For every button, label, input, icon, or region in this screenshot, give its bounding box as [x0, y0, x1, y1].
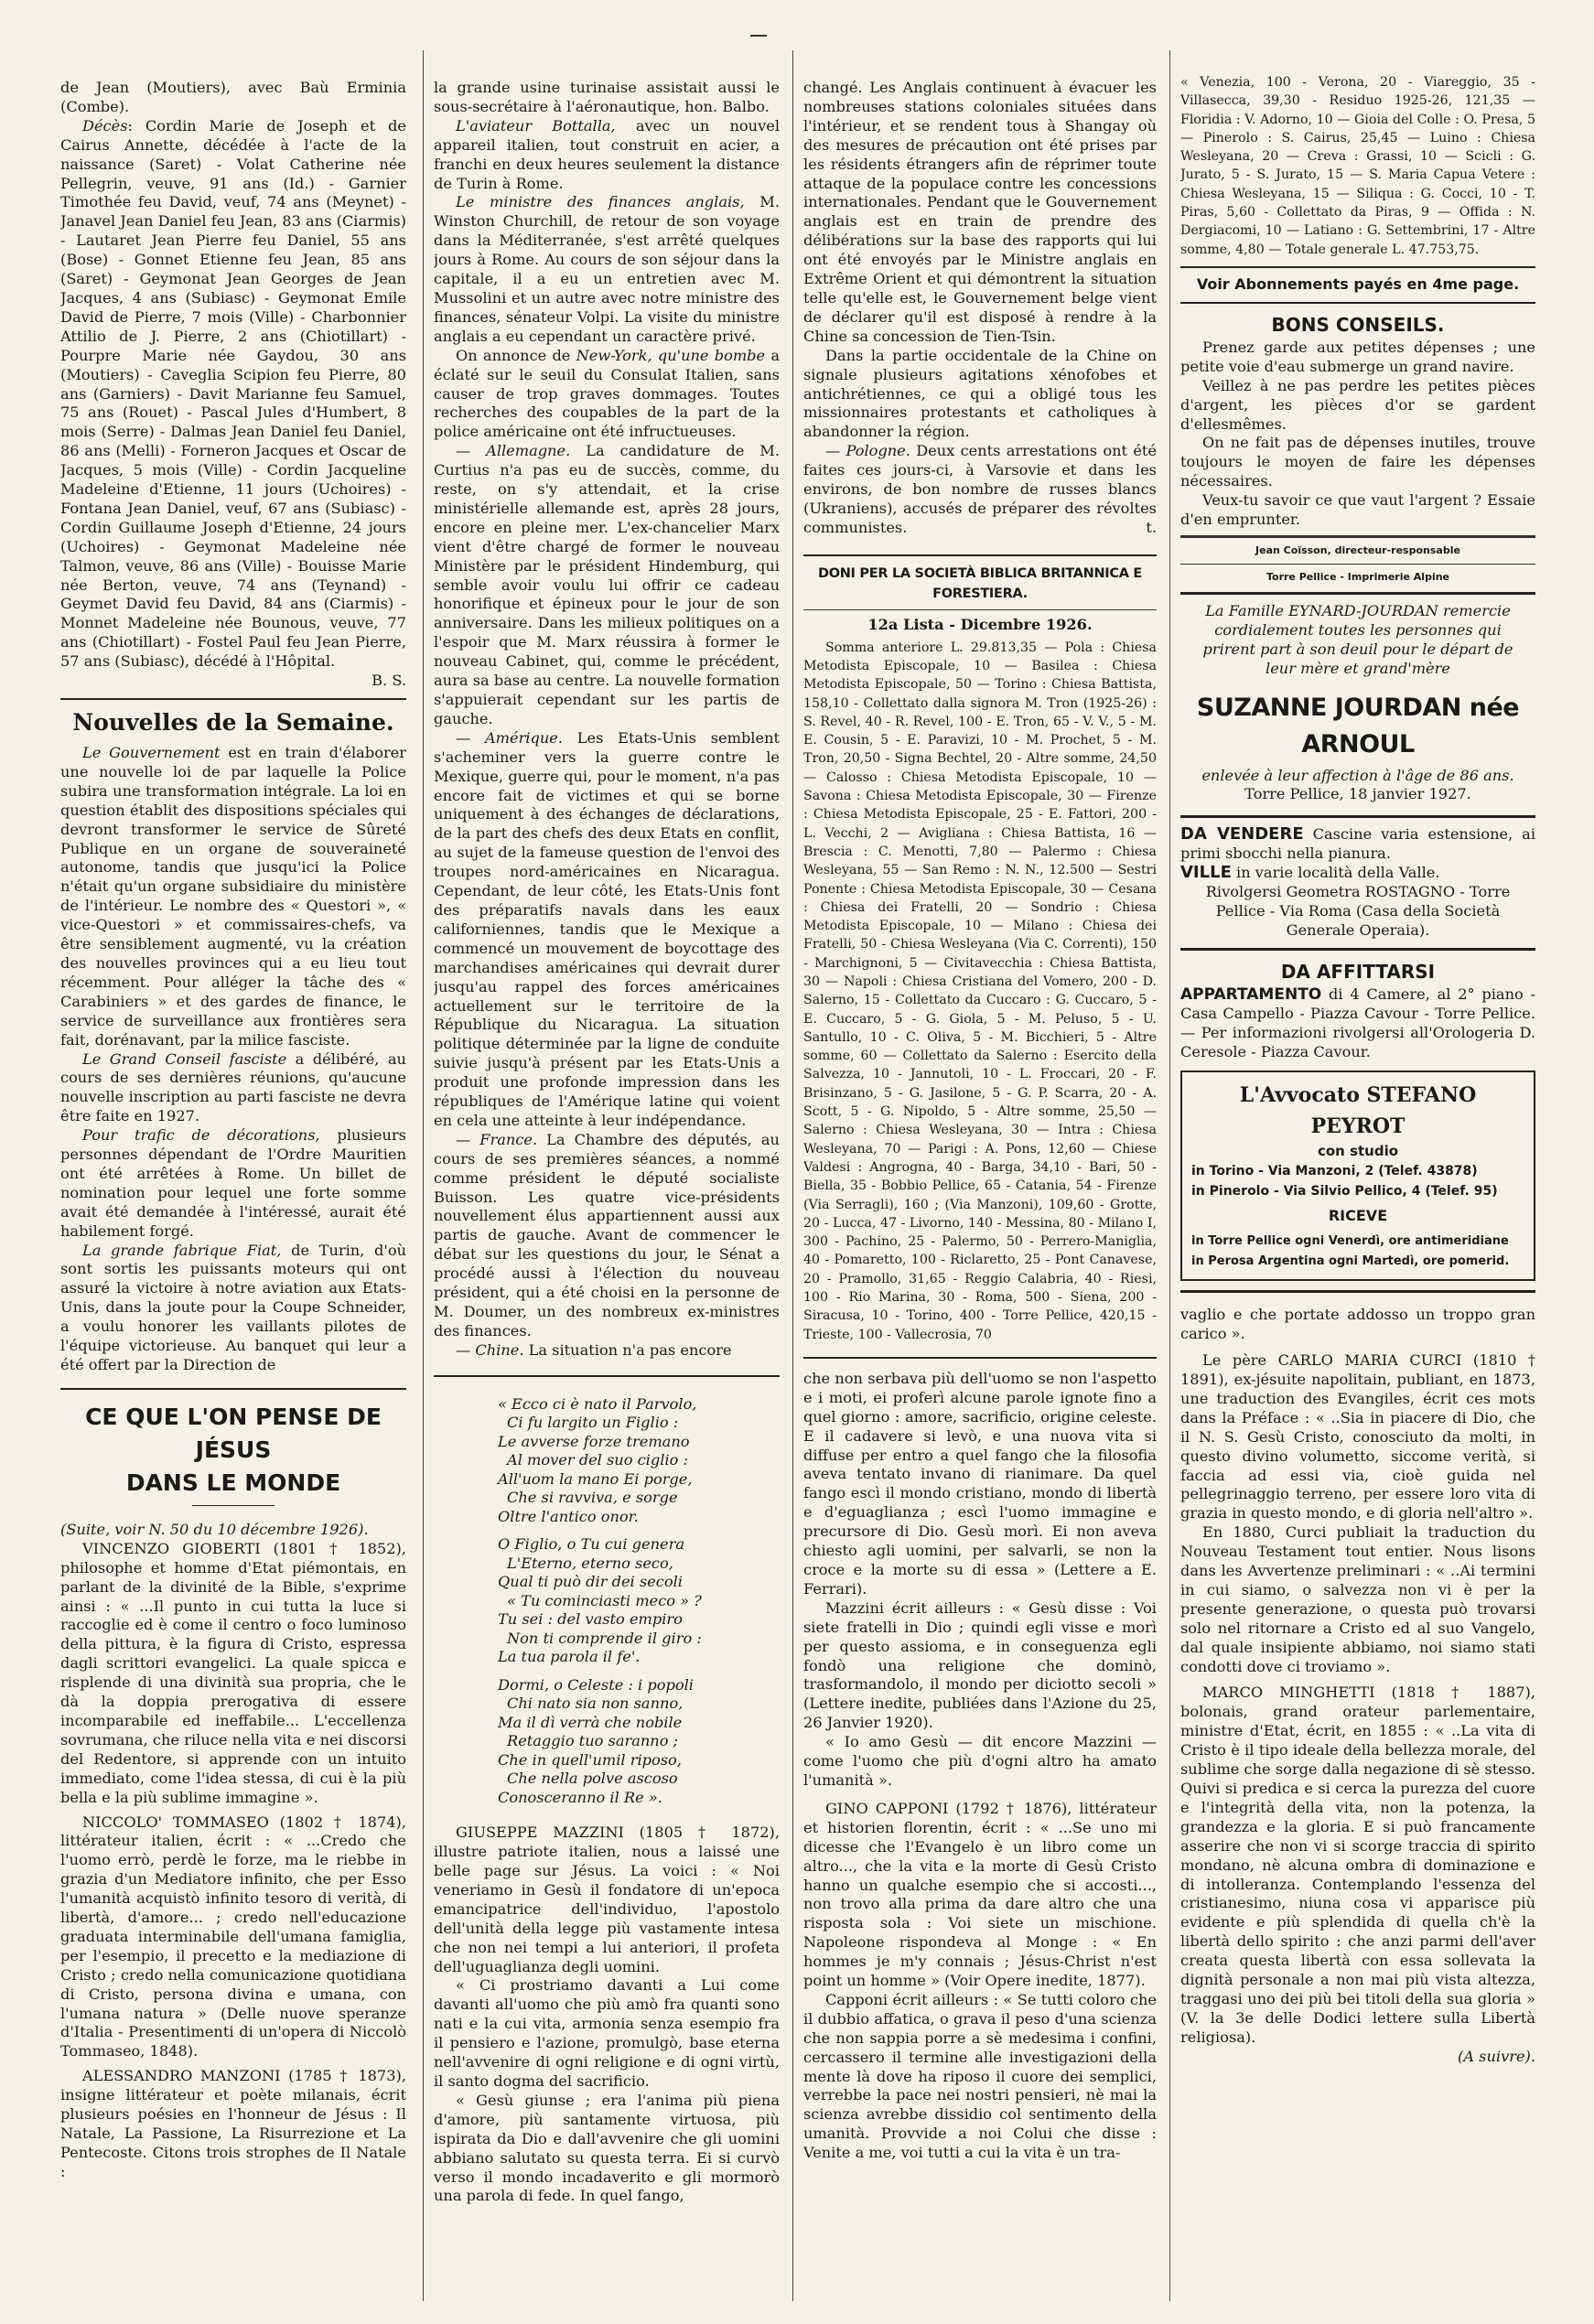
divider [60, 1388, 406, 1390]
vendere-contact: Rivolgersi Geometra ROSTAGNO - Torre Pellice - Via Roma (Casa della Società Generale Operaia). [1205, 883, 1511, 939]
conseils-title: BONS CONSEILS. [1271, 313, 1445, 336]
minghetti-text: MARCO MINGHETTI (1818 † 1887), bolonais, grand orateur parlementaire, ministre d'Etat, écrit, en 1855 : « ..La vita di Cristo è il tipo ideale della bellezza morale, del sublime che sorge dalla negazione di sè stesso. Quivi si predica e si cerca la purezza del cuore e l'integrità della vita, non la potenza, la grandezza e la gloria. E si può francamente asserire che non vi si scorge traccia di spirito mondano, nè alcuna ombra di dominazione e di intolleranza. Contemplando l'essenza del cristianesimo, niuna cosa vi apparisce più evidente e più splendida di quella ch'è la libertà dello spirito : che anzi parmi dell'aver creata questa libertà con essa sollevata la dignità personale a non mai più vista altezza, traggasi uno dei più bei titoli della sua gloria » (V. la 3e delle Dodici lettere sulla Libertà religiosa). [1180, 1684, 1535, 2046]
poem-line: La tua parola il fe'. [498, 1648, 641, 1666]
famille-text-2: enlevée à leur affection à l'âge de 86 ans. [1201, 766, 1514, 784]
divider [1180, 948, 1535, 951]
divider [803, 1357, 1157, 1359]
poem-line: Ci fu largito un Figlio : [507, 1414, 679, 1432]
column-4 [1180, 73, 1535, 2311]
conseils-1: Prenez garde aux petites dépenses ; une petite voie d'eau submerge un grand navire. [1180, 338, 1535, 375]
divider [1180, 302, 1535, 304]
famille-text: La Famille EYNARD-JOURDAN remercie cordialement toutes les personnes qui prirent part à son deuil pour le départ de leur mère et grand'mère [1202, 601, 1513, 677]
mazzini-text: GIUSEPPE MAZZINI (1805 † 1872), illustre patriote italien, nous a laissé une belle page sur Jésus. La voici : « Noi veneriamo in Gesù il fondatore di un'epoca emancipatrice dell'individuo, l'apostolo dell'unità della legge più vastamente intesa che non nei tempi a lui anteriori, il profeta dell'uguaglianza degli uomini. [434, 1824, 780, 1975]
capponi-cont: vaglio e che portate addosso un troppo gran carico ». [1180, 1306, 1535, 1343]
bottalla: L'aviateur Bottalla, avec un nouvel appareil italien, tout construit en acier, a franchi en deux heures seulement la distance de Turin à Rome. [434, 116, 780, 192]
col3-mazzini-ailleurs: Mazzini écrit ailleurs : « Gesù disse : Voi siete fratelli in Dio ; quindi egli visse e morì per questo assioma, e in conseguenza egli fondò una religione che dominò, trasformandolo, il mondo per diciotto secoli » (Lettere inedite, publiées dans l'Azione du 25, 26 Janvier 1920). [803, 1598, 1157, 1732]
divider [1180, 1290, 1535, 1293]
doni-list-cont: « Venezia, 100 - Verona, 20 - Viareggio, 35 - Villasecca, 39,30 - Residuo 1925-26, 121,35 — Floridia : V. Adorno, 10 — Gioia del Colle : O. Presa, 5 — Pinerolo : S. Cairus, 25,45 — Luino : Chiesa Wesleyana, 20 — Creva : Grassi, 10 — Scicli : G. Jurato, 5 - S. Jurato, 15 — S. Maria Capua Vetere : Chiesa Wesleyana, 15 — Siliqua : G. Cocci, 10 - T. Piras, 5,60 - Collettato da Piras, 9 — Offida : N. Dergiacomi, 10 — Latiano : G. Settembrini, 17 - Altre somme, 4,80 — Totale generale L. 47.753,75. [1180, 75, 1535, 257]
poem-line: L'Eterno, eterno seco, [507, 1554, 673, 1572]
allemagne: — Allemagne. La candidature de M. Curtius n'a pas eu de succès, comme, du reste, on s'y attendait, et la crise ministérielle allemande est, après 28 jours, encore en pleine mer. L'ex-chancelier Marx vient d'être chargé de former le nouveau Ministère par le président Hindemburg, qui semble avoir voulu lui offrir ce cadeau honorifique et épineux pour le jour de son anniversaire. Dans les milieux politiques on a l'espoir que M. Marx réussira à former le nouveau Cabinet, qui, comme le précédent, aura sa base au centre. La nouvelle formation s'appuierait cependant sur les partis de gauche. [434, 442, 780, 727]
page-top-mark [750, 35, 767, 37]
jesus-title-1: CE QUE L'ON PENSE DE JÉSUS [85, 1403, 382, 1463]
avvocato-title: L'Avvocato STEFANO PEYROT [1239, 1083, 1477, 1139]
conseils-3: On ne fait pas de dépenses inutiles, trouve toujours le moyen de faire les dépenses nécessaires. [1180, 434, 1535, 490]
column-rule [792, 50, 793, 2301]
director-line: Jean Coïsson, directeur-responsable [1255, 543, 1460, 556]
jesus-title-2: DANS LE MONDE [125, 1469, 341, 1496]
abonnements-note: Voir Abonnements payés en 4me page. [1196, 274, 1520, 293]
col3-top-2: Dans la partie occidentale de la Chine on signale plusieurs agitations xénofobes et antichrétiennes, ce qui a obligé tous les missionnaires protestants et catholiques à abandonner la région. [803, 346, 1157, 441]
poem-line: All'uom la mano Ei porge, [498, 1469, 693, 1488]
conseils-2: Veillez à ne pas perdre les petites pièces d'argent, les pièces d'or se gardent d'ellesmêmes. [1180, 376, 1535, 433]
column-1 [60, 79, 406, 2311]
deaths-intro: de Jean (Moutiers), avec Baù Erminia (Combe). [60, 79, 406, 115]
poem-line: Al mover del suo ciglio : [507, 1451, 688, 1469]
affittarsi-title: DA AFFITTARSI [1280, 960, 1436, 983]
nouvelles-p3: Pour trafic de décorations, plusieurs personnes dépendant de l'Ordre Mauritien ont été arrêtées à Rome. Un billet de nomination pour lequel une forte somme avait été demandée à l'intéressé, aurait été habilement forgé. [60, 1126, 406, 1240]
doni-title: DONI PER LA SOCIETÀ BIBLICA BRITANNICA E FORESTIERA. [817, 565, 1143, 601]
poem-line: Retaggio tuo saranno ; [507, 1732, 679, 1750]
col3-mazzini-amo: « Io amo Gesù — dit encore Mazzini — come l'uomo che più d'ogni altro ha amato l'umanità ». [803, 1733, 1157, 1789]
capponi-text-2: Capponi écrit ailleurs : « Se tutti coloro che il dubbio affatica, o grava il peso d'una scienza che non sappia porre a sè medesima i confini, cercassero il termine alle investigazioni della mente là dove ha riposo il cuore dei semplici, verrebbe la pace nei nostri pensieri, nè mai la scienza avrebbe dissidio col sentimento della umanità. Provvide a noi Colui che disse : Venite a me, voi tutti a cui la vita è un tra- [803, 1990, 1157, 2162]
poem-line: « Ecco ci è nato il Parvolo, [498, 1394, 697, 1413]
deaths-signature: B. S. [372, 672, 406, 690]
divider [1180, 815, 1535, 818]
poem-stanza-3 [498, 1676, 780, 1808]
poem-line: Ma il dì verrà che nobile [498, 1713, 683, 1731]
tommaseo-text: NICCOLO' TOMMASEO (1802 † 1874), littérateur italien, écrit : « ...Credo che l'uomo errò, perdè le forze, ma le riebbe in grazia d'un Mediatore infinito, che per Esso l'umanità acquistò infinito tesoro di verità, di libertà, d'amore... ; credo nell'educazione graduata interminabile dell'umana famiglia, per l'esempio, il precetto e la mediazione di Cristo ; credo nella comunicazione quotidiana di Cristo, persona divina e umana, con l'umana natura » (Delle nuove speranze d'Italia - Presentimenti di un'opera di Niccolò Tommaseo, 1848). [60, 1813, 406, 2060]
divider [60, 698, 406, 700]
jesus-suite: (Suite, voir N. 50 du 10 décembre 1926). [60, 1520, 369, 1538]
deaths-label: Décès [82, 116, 128, 134]
ministre: Le ministre des finances anglais, M. Winston Churchill, de retour de son voyage dans la Méditerranée, s'est arrêté quelques jours à Rome. Au cours de son séjour dans la capitale, il a eu un entretien avec M. Mussolini et un autre avec notre ministre des finances, sénateur Volpi. La visite du ministre anglais a eu cependant un caractère privé. [434, 193, 780, 345]
avvocato-pinerolo: in Pinerolo - Via Silvio Pellico, 4 (Telef. 95) [1191, 1184, 1498, 1200]
poem-stanza-2 [498, 1535, 780, 1667]
france: — France. La Chambre des députés, au cours de ses premières séances, a nommé comme président le député socialiste Buisson. Les quatre vice-présidents nouvellement élus appartiennent aussi aux partis de gauche. Avant de commencer le débat sur les questions du jour, le Sénat a procédé aussi à l'élection du nouveau président, qui a été choisi en la personne de M. Doumer, un des nombreux ex-ministres des finances. [434, 1130, 780, 1340]
doni-subtitle: 12a Lista - Dicembre 1926. [867, 615, 1093, 633]
curci-text: Le père CARLO MARIA CURCI (1810 † 1891), ex-jésuite napolitain, publiant, en 1873, une traduction des Evangiles, écrit ces mots dans la Préface : « ..Sia in piacere di Dio, che il N. S. Gesù Cristo, conosciuto da molti, in questo divino volumetto, siccome verità, si faccia ad essi via, cioè guida nel pellegrinaggio terreno, per essere loro vita di grazia in questo mondo, e di gloria nell'altro ». [1180, 1351, 1535, 1522]
divider [1180, 535, 1535, 538]
vendere-ad: DA VENDERE Cascine varia estensione, ai primi sbocchi nella pianura. VILLE in varie località della Valle. [1180, 824, 1535, 883]
column-3 [803, 79, 1157, 2311]
avvocato-torre: in Torre Pellice ogni Venerdì, ore antimeridiane [1191, 1234, 1509, 1249]
divider [1180, 266, 1535, 268]
avvocato-perosa: in Perosa Argentina ogni Martedì, ore pomerid. [1191, 1254, 1510, 1269]
capponi-text: GINO CAPPONI (1792 † 1876), littérateur et historien florentin, écrit : « ...Se uno mi dicesse che l'Evangelo è un libro come un altro..., che la vita e la morte di Gesù Cristo hanno un qualche esempio che si accosti..., non trovo alla prima da dare altro che una risposta sola : Voi siete un mischione. Napoleone rispondeva al Monge : « En hommes je m'y connais ; Jésus-Christ n'est point un homme » (Voir Opere inedite, 1877). [803, 1799, 1157, 1990]
manzoni-text: ALESSANDRO MANZONI (1785 † 1873), insigne littérateur et poète milanais, écrit plusieurs poésies en l'honneur de Jésus : Il Natale, La Passione, La Risurrezione et La Pentecoste. Citons trois strophes de Il Natale : [60, 2067, 406, 2180]
divider [434, 1375, 780, 1377]
divider [803, 609, 1157, 610]
title-underline [192, 1505, 275, 1506]
mazzini-text-2: « Ci prostriamo davanti a Lui come davanti all'uomo che più amò fra quanti sono nati e la cui vita, armonia senza esempio fra il pensiero e l'azione, promulgò, base eterna nell'avvenire di ogni religione e di ogni virtù, il santo dogma del sacrificio. [434, 1976, 780, 2090]
column-rule [423, 50, 424, 2301]
poem-stanza-1 [498, 1395, 780, 1527]
poem-line: Non ti comprende il giro : [507, 1629, 702, 1647]
poem-line: « Tu cominciasti meco » ? [507, 1591, 702, 1609]
printer-line: Torre Pellice - Imprimerie Alpine [1266, 570, 1450, 583]
avvocato-studio: con studio [1317, 1143, 1399, 1160]
divider [1180, 592, 1535, 595]
chine: — Chine. La situation n'a pas encore [456, 1340, 732, 1359]
a-suivre: (A suivre). [1458, 2047, 1535, 2065]
avvocato-riceve: RICEVE [1328, 1207, 1388, 1225]
divider [803, 554, 1157, 556]
poem-line: Che in quell'umil riposo, [498, 1750, 682, 1769]
nouvelles-p1: Le Gouvernement est en train d'élaborer une nouvelle loi de par laquelle la Police subira une transformation intégrale. La loi en question établit des dispositions spéciales qui devront transformer le service de Sûreté Publique en un organe de souveraineté autonome, tandis que jusqu'ici la Police n'était qu'un organe subsidiaire du ministère de l'intérieur. Le nombre des « Questori », « vice-Questori » et commissaires-chefs, va être sensiblement augmenté, vu la création des nouvelles provinces qui a eu lieu tout récemment. Pour alléger la tâche des « Carabiniers » et des gardes de finance, le service de surveillance aux frontières sera fait, dorénavant, par la milice fasciste. [60, 744, 406, 1049]
pologne: — Pologne. Deux cents arrestations ont été faites ces jours-ci, à Varsovie et dans les environs, de bon nombre de russes blancs (Ukraniens), accusés de préparer des révoltes communistes. t. [803, 442, 1157, 536]
deaths-list: Décès: Cordin Marie de Joseph et de Cairus Annette, décédée à l'acte de la naissance (Saret) - Volat Catherine née Pellegrin, veuve, 91 ans (Id.) - Garnier Timothée feu David, veuf, 74 ans (Meynet) - Janavel Jean Daniel feu Jean, 83 ans (Ciarmis) - Lautaret Jean Pierre feu Daniel, 55 ans (Bose) - Gonnet Etienne feu Jean, 85 ans (Saret) - Geymonat Jean Georges de Jean Jacques, 4 ans (Subiasc) - Geymonat Emile David de Pierre, 7 mois (Ville) - Charbonnier Attilio de J. Pierre, 2 ans (Chiotillart) - Pourpre Marie née Gaydou, 30 ans (Moutiers) - Caveglia Scipion feu Pierre, 80 ans (Garniers) - Davit Marianne feu Samuel, 75 ans (Rouet) - Pascal Jules d'Humbert, 8 mois (Serre) - Dalmas Jean Daniel feu Daniel, 86 ans (Melli) - Forneron Jacques et Oscar de Jacques, 5 mois (Ville) - Cordin Jacqueline Madeleine d'Etienne, 11 jours (Uchoires) - Fontana Jean Daniel, veuf, 67 ans (Subiasc) - Cordin Guillaume Joseph d'Etienne, 24 jours (Uchoires) - Geymonat Madeleine née Talmon, veuve, 86 ans (Ville) - Bouisse Marie née Berton, veuve, 74 ans (Teynand) - Geymet David feu David, 84 ans (Ciarmis) - Monnet Madeleine née Bounous, veuve, 77 ans (Chiotillart) - Fostel Paul feu Jean Pierre, 57 ans (Subiasc), décédé à l'Hôpital. [60, 116, 406, 671]
avvocato-torino: in Torino - Via Manzoni, 2 (Telef. 43878) [1191, 1164, 1478, 1179]
poem-line: Chi nato sia non sanno, [507, 1695, 684, 1713]
nouvelles-title: Nouvelles de la Semaine. [72, 709, 394, 736]
mazzini-text-3: « Gesù giunse ; era l'anima più piena d'amore, più santamente virtuosa, più ispirata da Dio e dall'avvenire che gli uomini abbiano salutato su questa terra. Ei si curvò verso il mondo incadaverito e gli mormorò una parola di fede. In quel fango, [434, 2091, 780, 2205]
affittarsi-ad: APPARTAMENTO di 4 Camere, al 2° piano - Casa Campello - Piazza Cavour - Torre Pellice. — Per informazioni rivolgersi all'Orologeria D. Ceresole - Piazza Cavour. [1180, 984, 1535, 1060]
nouvelles-p4: La grande fabrique Fiat, de Turin, d'où sont sortis les puissants moteurs qui ont assuré la victoire à notre aviation aux Etats-Unis, dans la joute pour la Coupe Schneider, a voulu honorer les vaillants pilotes de l'équipe victorieuse. Au banquet qui leur a été offert par la Direction de [60, 1241, 406, 1373]
col2-top: la grande usine turinaise assistait aussi le sous-secrétaire à l'aéronautique, hon. Balbo. [434, 79, 780, 115]
avvocato-box [1180, 1071, 1535, 1281]
poem-line: Le avverse forze tremano [498, 1432, 690, 1450]
famille-name: SUZANNE JOURDAN née ARNOUL [1196, 693, 1520, 759]
col3-mazzini-cont: che non serbava più dell'uomo se non l'aspetto e i moti, ei proferì alcune parole ignote fino a quel giorno : amore, sacrificio, origine celeste. E il cadavere si levò, e una nuova vita si diffuse per entro a quel fango che la filosofia aveva tentato invano di rianimare. Da quel fango escì il mondo cristiano, mondo di libertà e d'eguaglianza ; escì l'uomo immagine e precursore di Dio. Gesù morì. Ei non aveva chiesto agli uomini, per salvarli, se non la croce e la morte su di essa » (Lettere a E. Ferrari). [803, 1369, 1157, 1598]
poem-line: O Figlio, o Tu cui genera [498, 1535, 684, 1554]
poem-line: Dormi, o Celeste : i popoli [498, 1675, 694, 1694]
poem-line: Tu sei : del vasto empiro [498, 1610, 683, 1629]
poem-line: Conosceranno il Re ». [498, 1788, 662, 1806]
gioberti-text: VINCENZO GIOBERTI (1801 † 1852), philosophe et homme d'Etat piémontais, en parlant de la divinité de la Bible, s'exprime ainsi : « ...Il punto in cui tutta la luce si raccoglie ed è come il centro o foco luminoso della pittura, è la figura di Cristo, espressa dagli scrittori evangelici. La quale spicca e risplende di una divinità sua propria, che le dà la doppia prerogativa di essere incomparabile ed ineffabile... L'eccellenza sovrumana, che riluce nella vita e nei discorsi del Redentore, si apprende con un intuito immediato, come l'idea stessa, di cui è la più bella e la più sublime immagine ». [60, 1539, 406, 1806]
poem-line: Che nella polve ascoso [507, 1770, 678, 1788]
famille-date: Torre Pellice, 18 janvier 1927. [1244, 785, 1471, 803]
column-2 [434, 79, 780, 2311]
newyork: On annonce de New-York, qu'une bombe a éclaté sur le seuil du Consulat Italien, sans causer de trop graves dommages. Toutes recherches des coupables de la part de la police américaine ont été infructueuses. [434, 346, 780, 441]
poem-line: Oltre l'antico onor. [498, 1507, 639, 1525]
nouvelles-p2: Le Grand Conseil fasciste a délibéré, au cours de ses dernières réunions, qu'aucune nouvelle inscription au parti fasciste ne devra être faite en 1927. [60, 1049, 406, 1125]
column-rule [1169, 50, 1170, 2301]
curci-text-2: En 1880, Curci publiait la traduction du Nouveau Testament tout entier. Nous lisons dans les Avvertenze preliminari : « ..Ai termini in cui siamo, o salvezza non vi è per la presente generazione, o questa può trovarsi solo nel ritornare a Cristo ed al suo Vangelo, dal quale insipiente abbiamo, noi siamo stati condotti dove ci troviamo ». [1180, 1523, 1535, 1675]
doni-list: Somma anteriore L. 29.813,35 — Pola : Chiesa Metodista Episcopale, 10 — Basilea : Chiesa Metodista Episcopale, 50 — Torino : Chiesa Battista, 158,10 - Collettato dalla signora M. Tron (1925-26) : S. Revel, 40 - R. Revel, 100 - E. Tron, 65 - V. V., 5 - M. E. Cousin, 5 - E. Paravizi, 10 - M. Prochet, 5 - M. Tron, 20,50 - Signa Bechtel, 20 - Altre somme, 24,50 — Calosso : Chiesa Metodista Episcopale, 10 — Savona : Chiesa Metodista Episcopale, 30 — Firenze : Chiesa Metodista Episcopale, 25 - E. Fattori, 200 - L. Vecchi, 2 — Avigliana : Chiesa Battista, 16 — Brescia : C. Menotti, 7,80 — Palermo : Chiesa Wesleyana, 55 — San Remo : N. N., 12.500 — Sestri Ponente : Chiesa Metodista Episcopale, 30 — Cesana : Chiesa dei Fratelli, 20 — Sondrio : Chiesa Metodista Episcopale, 10 — Milano : Chiesa dei Fratelli, 50 - Chiesa Wesleyana (Via C. Correnti), 150 - Marchignoni, 5 — Civitavecchia : Chiesa Battista, 30 — Napoli : Chiesa Cristiana del Vomero, 200 - D. Salerno, 15 - Collettato da Cuccaro : G. Cuccaro, 5 - E. Cuccaro, 5 - G. Giola, 5 - M. Peluso, 5 - U. Santullo, 10 - C. Oliva, 5 - M. Bicchieri, 5 - Altre somme, 60 — Collettato da Salerno : Esercito della Salvezza, 10 - Jannutoli, 10 - L. Froccari, 20 - F. Brisinzano, 5 - G. Jasilone, 5 - G. P. Scarra, 20 - A. Scott, 5 - G. Nipoldo, 5 - Altre somme, 25,50 — Salerno : Chiesa Wesleyana, 30 — Intra : Chiesa Wesleyana, 70 — Parigi : A. Pons, 12,60 — Chiese Valdesi : Angrogna, 40 - Barga, 34,10 - Bari, 50 - Biella, 35 - Bobbio Pellice, 65 - Catania, 54 - Firenze (Via Serragli), 160 ; (Via Manzoni), 109,60 - Grotte, 20 - Lucca, 47 - Livorno, 140 - Messina, 80 - Milano I, 300 - Pachino, 25 - Palermo, 50 - Perrero-Maniglia, 40 - Pomaretto, 100 - Riclaretto, 25 - Pont Canavese, 20 - Pramollo, 31,65 - Reggio Calabria, 40 - Riesi, 100 - Rio Marina, 30 - Roma, 500 - Siena, 200 - Siracusa, 10 - Torino, 400 - Torre Pellice, 420,15 - Trieste, 100 - Vallecrosia, 70 [803, 640, 1157, 1342]
col3-top: changé. Les Anglais continuent à évacuer les nombreuses stations coloniales situées dans l'intérieur, et se rendent tous à Shangay où des mesures de précaution ont été prises par les résidents étrangers afin de réprimer toute attaque de la populace contre les concessions internationales. Pendant que le Gouvernement anglais est en train de prendre des délibérations sur la base des rapports qui lui ont été envoyés par le Ministre anglais en Extrême Orient et qui démontrent la situation telle qu'elle est, le Gouvernement belge vient de déclarer qu'il est disposé à rendre à la Chine sa concession de Tien-Tsin. [803, 79, 1157, 345]
poem-line: Che si ravviva, e sorge [507, 1489, 678, 1507]
poem-line: Qual ti può dir dei secoli [498, 1573, 683, 1591]
divider [1180, 564, 1535, 565]
amerique: — Amérique. Les Etats-Unis semblent s'acheminer vers la guerre contre le Mexique, guerre qui, pour le moment, n'a pas encore fait de victimes et qui se borne uniquement à des échanges de déclarations, de la part des chefs des deux Etats en conflit, au sujet de la fameuse question de l'envoi des troupes nord-américaines en Nicaragua. Cependant, de leur côté, les Etats-Unis font des préparatifs navals dans les eaux californiennes, tandis que le Mexique a commencé un mouvement de boycottage des marchandises américaines qui devrait durer jusqu'au rappel des forces américaines actuellement sur le territoire de la République du Nicaragua. La situation politique déterminée par la ligne de conduite suivie jusqu'à présent par les Etats-Unis a produit une profonde impression dans les républiques de l'Amérique latine qui voient en cela une atteinte à leur indépendance. [434, 728, 780, 1129]
conseils-4: Veux-tu savoir ce que vaut l'argent ? Essaie d'en emprunter. [1180, 491, 1535, 529]
